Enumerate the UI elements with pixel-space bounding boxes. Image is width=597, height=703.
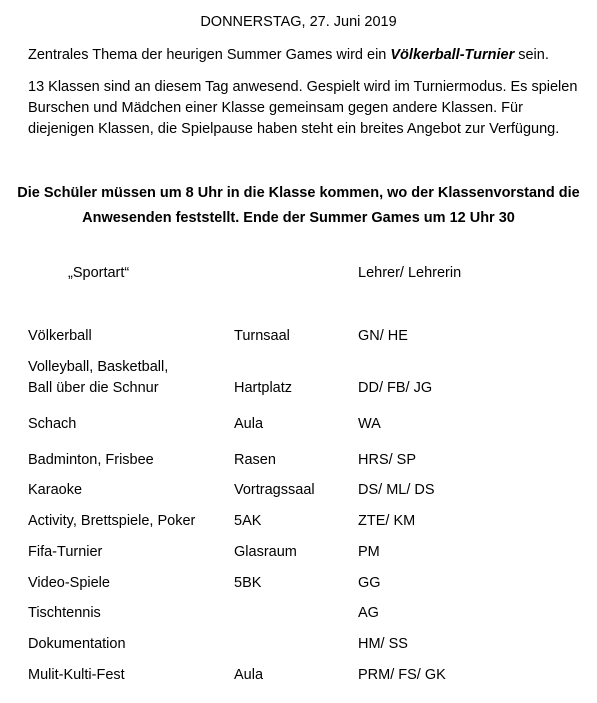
teacher-cell: ZTE/ KM (358, 513, 416, 529)
sport-cell: Volleyball, Basketball, (28, 359, 169, 375)
sport-cell-line-2: Ball über die Schnur (28, 380, 159, 396)
sport-column-header: „Sportart“ (68, 265, 130, 281)
intro-paragraph (28, 45, 584, 66)
sport-cell: Tischtennis (28, 605, 101, 621)
teacher-cell: PM (358, 544, 380, 560)
teacher-cell: HM/ SS (358, 636, 408, 652)
location-cell: Rasen (234, 452, 276, 468)
teacher-cell: PRM/ FS/ GK (358, 667, 446, 683)
table-header-row (0, 265, 597, 285)
sport-cell: Karaoke (28, 482, 83, 498)
location-cell: Vortragssaal (234, 482, 315, 498)
intro-text-before: Zentrales Thema der heurigen Summer Games wird ein (28, 47, 391, 63)
notice-line-2: Anwesenden feststellt. Ende der Summer Games um 12 Uhr 30 (82, 210, 515, 226)
sport-cell: Fifa-Turnier (28, 544, 103, 560)
details-paragraph: 13 Klassen sind an diesem Tag anwesend. Gespielt wird im Turniermodus. Es spielen Burschen und Mädchen einer Klasse gemeinsam gegen andere Klassen. Für diejenigen Klassen, die Spielpause haben steht ein breites Angebot zur Verfügung. (28, 79, 578, 137)
sport-cell: Mulit-Kulti-Fest (28, 667, 125, 683)
sport-cell: Video-Spiele (28, 575, 110, 591)
teacher-cell: WA (358, 416, 381, 432)
teacher-cell: DS/ ML/ DS (358, 482, 435, 498)
sport-cell: Völkerball (28, 328, 92, 344)
sport-cell: Activity, Brettspiele, Poker (28, 513, 196, 529)
bold-notice (10, 181, 587, 231)
teacher-cell: GG (358, 575, 381, 591)
sport-cell: Badminton, Frisbee (28, 452, 154, 468)
notice-line-1: Die Schüler müssen um 8 Uhr in die Klasse kommen, wo der Klassenvorstand die (17, 185, 580, 201)
teacher-column-header: Lehrer/ Lehrerin (358, 265, 462, 281)
teacher-cell: AG (358, 605, 379, 621)
sport-cell: Schach (28, 416, 77, 432)
location-cell: Glasraum (234, 544, 297, 560)
intro-text-after: sein. (514, 47, 549, 63)
sport-cell: Dokumentation (28, 636, 126, 652)
location-cell: Hartplatz (234, 380, 293, 396)
teacher-cell: DD/ FB/ JG (358, 380, 433, 396)
teacher-cell: GN/ HE (358, 328, 408, 344)
location-cell: Aula (234, 416, 264, 432)
location-cell: Turnsaal (234, 328, 290, 344)
intro-highlight: Völkerball-Turnier (390, 47, 515, 63)
teacher-cell: HRS/ SP (358, 452, 417, 468)
location-cell: Aula (234, 667, 264, 683)
location-cell: 5BK (234, 575, 262, 591)
location-cell: 5AK (234, 513, 262, 529)
date-heading: DONNERSTAG, 27. Juni 2019 (200, 14, 397, 30)
